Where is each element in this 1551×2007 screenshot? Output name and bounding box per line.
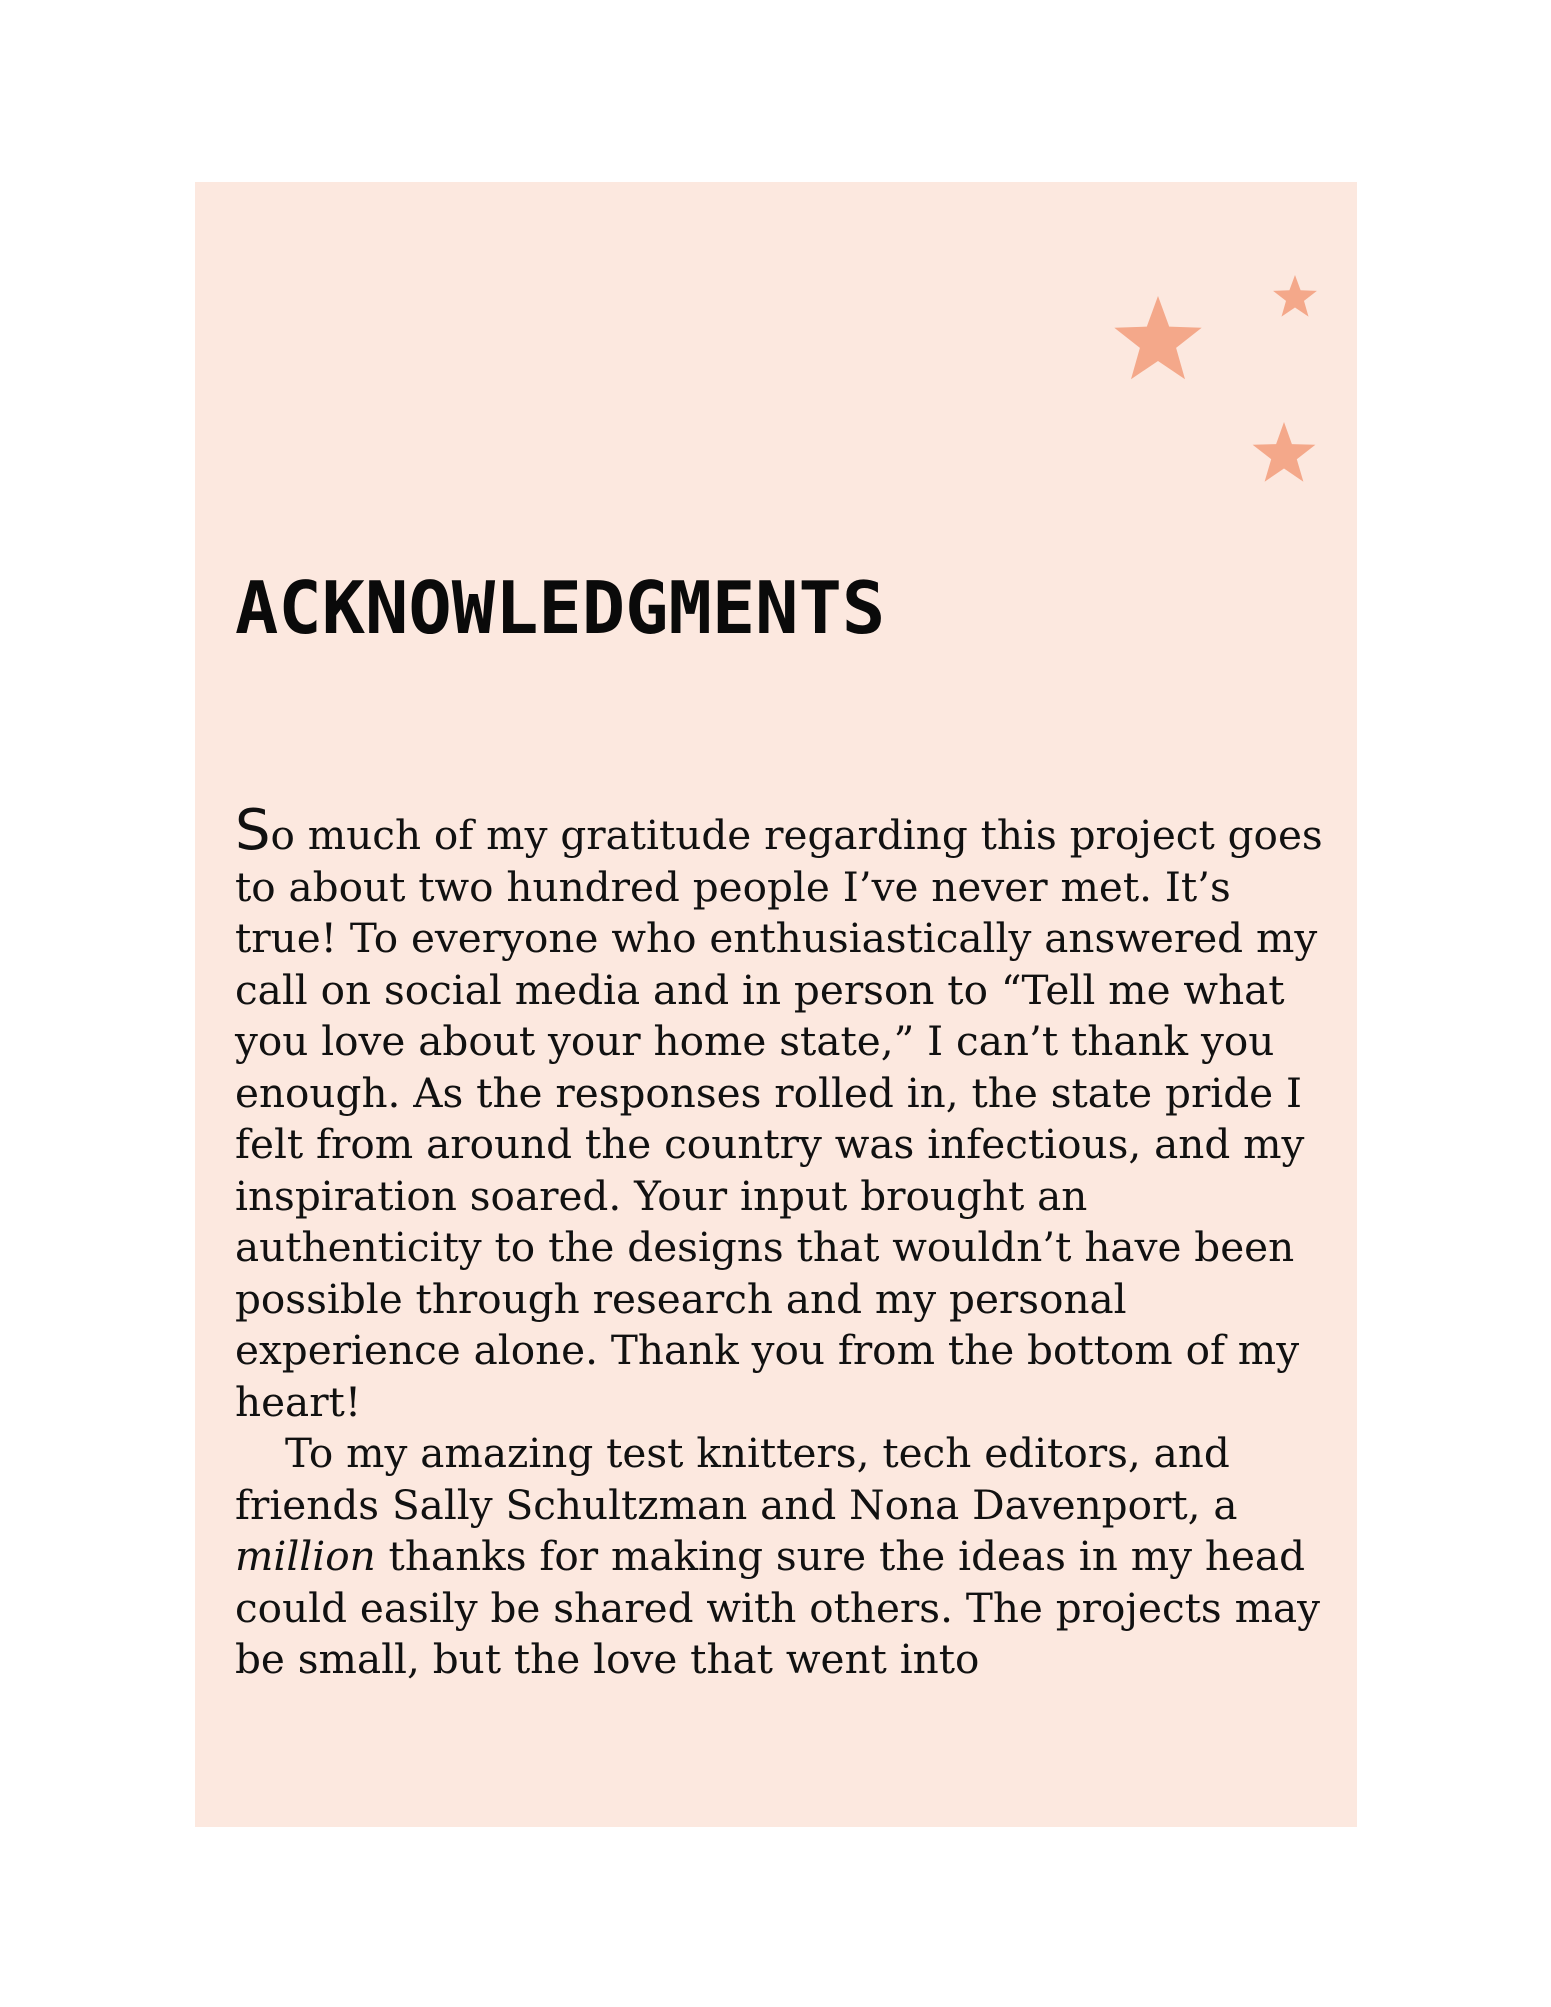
drop-cap: S: [235, 798, 271, 863]
paragraph-1: [235, 798, 1335, 1428]
paragraph-2-before: To my amazing test knitters, tech editors, and friends Sally Schultzman and Nona Davenport, a: [235, 1429, 1238, 1529]
star-icon: [1273, 275, 1317, 317]
paragraph-2-emphasis: million: [235, 1532, 376, 1580]
page-panel: [195, 182, 1357, 1827]
star-decorations: [195, 182, 1357, 582]
star-icon: [1114, 296, 1201, 379]
page-title: ACKNOWLEDGMENTS: [235, 566, 886, 650]
paragraph-2-after: thanks for making sure the ideas in my head could easily be shared with others. The projects may be small, but the love that went into: [235, 1532, 1320, 1683]
body-text: [235, 798, 1335, 1686]
paragraph-1-text: o much of my gratitude regarding this project goes to about two hundred people I’ve never met. It’s true! To everyone who enthusiastically answered my call on social media and in person to “Tell me what you love about your home state,” I can’t thank you enough. As the responses rolled in, the state pride I felt from around the country was infectious, and my inspiration soared. Your input brought an authenticity to the designs that wouldn’t have been possible through research and my personal experience alone. Thank you from the bottom of my heart!: [235, 811, 1323, 1426]
paragraph-2: [235, 1428, 1335, 1686]
star-icon: [1253, 422, 1316, 482]
